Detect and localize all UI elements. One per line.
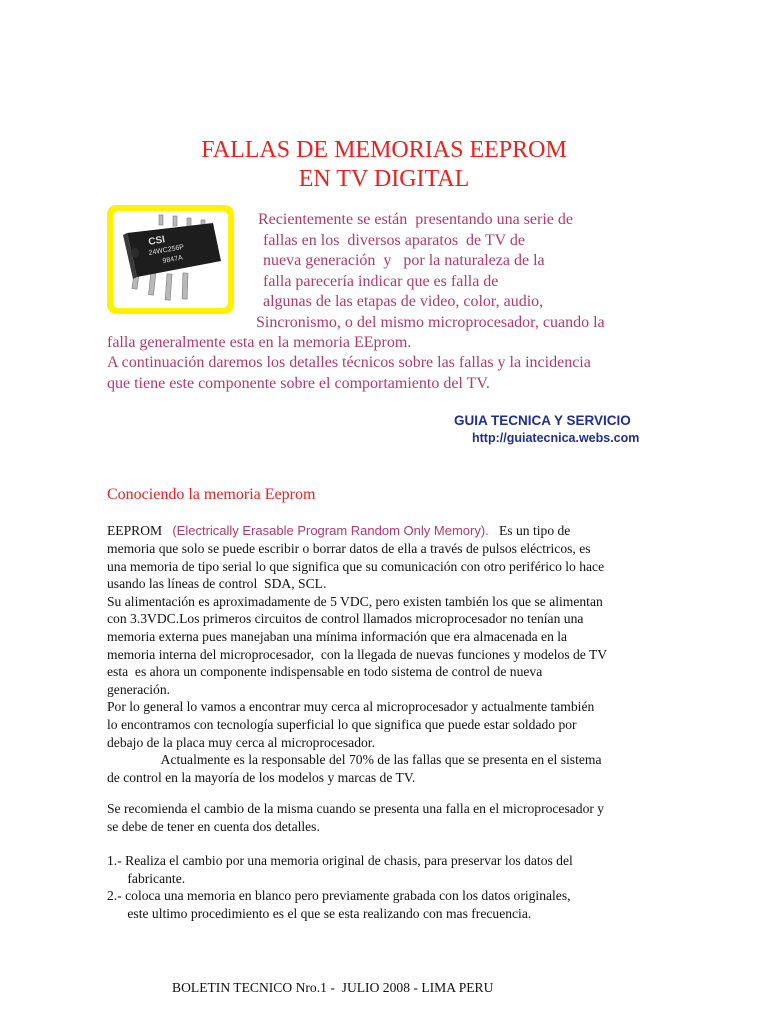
paragraph-line: se debe de tener en cuenta dos detalles. [107, 818, 320, 834]
document-title-line-2: EN TV DIGITAL [298, 166, 470, 192]
chip-marking-1: CSI [147, 234, 166, 248]
chip-marking-3: 9847A [162, 254, 184, 265]
intro-line-5: algunas de las etapas de video, color, audio, [263, 293, 544, 310]
list-item: este ultimo procedimiento es el que se esta realizando con mas frecuencia. [107, 905, 532, 921]
chip-marking-2: 24WC256P [148, 243, 185, 257]
paragraph-line: esta es ahora un componente indispensable en todo sistema de control de nueva [107, 664, 543, 680]
paragraph-line: de control en la mayoría de los modelos y marcas de TV. [107, 769, 416, 785]
list-item: fabricante. [107, 870, 186, 886]
intro-line-8: A continuación daremos los detalles técnicos sobre las fallas y la incidencia [107, 354, 591, 371]
paragraph-line: Su alimentación es aproximadamente de 5 VDC, pero existen también los que se alimentan [107, 593, 603, 609]
paragraph-line: generación. [107, 681, 171, 697]
credit-url-link[interactable]: http://guiatecnica.webs.com [472, 431, 640, 445]
intro-line-1: Recientemente se están presentando una serie de [258, 211, 573, 228]
intro-line-6: Sincronismo, o del mismo microprocesador, cuando la [256, 314, 605, 331]
body-first-line [107, 522, 570, 540]
footer-text: BOLETIN TECNICO Nro.1 - JULIO 2008 - LIMA PERU [172, 980, 494, 995]
list-item: 1.- Realiza el cambio por una memoria original de chasis, para preservar los datos del [107, 853, 573, 868]
intro-line-7: falla generalmente esta en la memoria EEprom. [107, 334, 412, 351]
first-line-rest: Es un tipo de [498, 523, 571, 538]
paragraph-line: Actualmente es la responsable del 70% de las fallas que se presenta en el sistema [107, 752, 602, 768]
list-item: 2.- coloca una memoria en blanco pero previamente grabada con los datos originales, [107, 888, 571, 904]
body-paragraph-1 [107, 540, 607, 786]
intro-line-3: nueva generación y por la naturaleza de la [263, 252, 545, 269]
document-title-line-1: FALLAS DE MEMORIAS EEPROM [201, 137, 567, 163]
credit-name: GUIA TECNICA Y SERVICIO [454, 413, 631, 428]
section-heading: Conociendo la memoria Eeprom [107, 486, 316, 503]
intro-line-2: fallas en los diversos aparatos de TV de [263, 232, 526, 249]
paragraph-line: usando las líneas de control SDA, SCL. [107, 576, 327, 592]
eeprom-word: EEPROM [107, 523, 163, 538]
paragraph-line: una memoria de tipo serial lo que significa que su comunicación con otro periférico lo hace [107, 558, 605, 574]
paragraph-line: memoria interna del microprocesador, con la llegada de nuevas funciones y modelos de TV [107, 646, 608, 662]
eeprom-chip-photo [107, 205, 234, 314]
intro-line-4: falla parecería indicar que es falla de [263, 273, 499, 290]
paragraph-line: Se recomienda el cambio de la misma cuando se presenta una falla en el microprocesador y [107, 801, 605, 816]
paragraph-line: memoria externa pues manejaban una mínima información que era almacenada en la [107, 628, 568, 644]
paragraph-line: debajo de la placa muy cerca al microprocesador. [107, 734, 375, 750]
dip8-chip-icon [113, 211, 228, 308]
body-paragraph-2 [107, 800, 604, 835]
intro-line-9: que tiene este componente sobre el comportamiento del TV. [107, 375, 490, 392]
paragraph-line: con 3.3VDC.Los primeros circuitos de control llamados microprocesador no tenían una [107, 611, 584, 627]
paragraph-line: memoria que solo se puede escribir o borrar datos de ella a través de pulsos eléctricos, es [107, 541, 591, 556]
recommendation-list [107, 852, 573, 922]
paragraph-line: Por lo general lo vamos a encontrar muy cerca al microprocesador y actualmente también [107, 699, 595, 715]
paragraph-line: lo encontramos con tecnología superficial lo que significa que puede estar soldado por [107, 716, 577, 732]
eeprom-expansion: (Electrically Erasable Program Random Only Memory). [172, 523, 489, 538]
